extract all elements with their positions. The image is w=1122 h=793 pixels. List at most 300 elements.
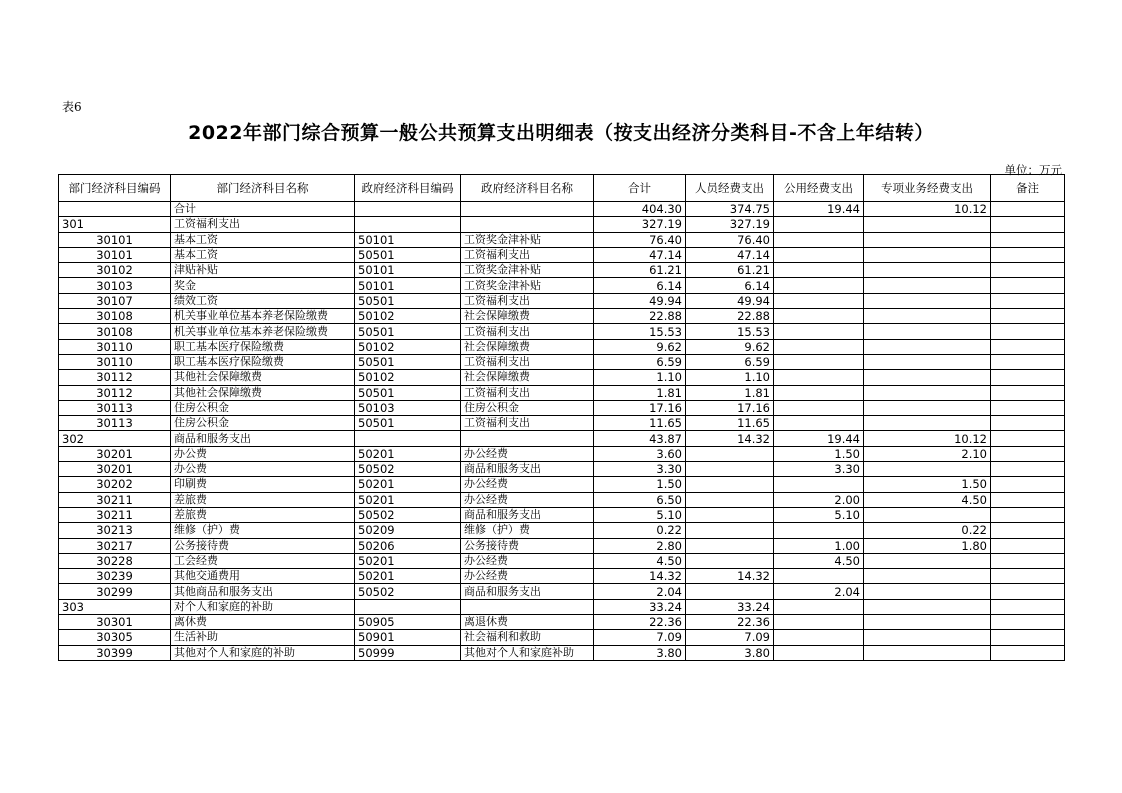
note-cell <box>991 247 1065 262</box>
public-cell: 19.44 <box>774 431 864 446</box>
table-body <box>59 202 1065 661</box>
dept-name-cell: 其他交通费用 <box>171 569 355 584</box>
note-cell <box>991 569 1065 584</box>
dept-name-cell: 办公费 <box>171 462 355 477</box>
gov-name-cell: 工资奖金津补贴 <box>461 232 594 247</box>
page-title: 2022年部门综合预算一般公共预算支出明细表（按支出经济分类科目-不含上年结转） <box>188 122 934 144</box>
gov-code-cell: 50206 <box>355 538 461 553</box>
gov-name-cell: 社会福利和救助 <box>461 630 594 645</box>
gov-name-cell: 离退休费 <box>461 615 594 630</box>
personnel-cell: 22.88 <box>686 309 774 324</box>
total-cell: 3.60 <box>594 446 686 461</box>
public-cell <box>774 354 864 369</box>
total-cell: 3.30 <box>594 462 686 477</box>
table-row <box>59 630 1065 645</box>
personnel-cell: 33.24 <box>686 599 774 614</box>
personnel-cell: 3.80 <box>686 645 774 660</box>
dept-code-cell: 30213 <box>59 523 171 538</box>
table-row <box>59 553 1065 568</box>
dept-name-cell: 基本工资 <box>171 232 355 247</box>
col-header-total: 合计 <box>594 175 686 202</box>
gov-name-cell: 办公经费 <box>461 492 594 507</box>
special-cell <box>864 569 991 584</box>
dept-name-cell: 机关事业单位基本养老保险缴费 <box>171 324 355 339</box>
personnel-cell: 61.21 <box>686 263 774 278</box>
dept-code-cell: 30102 <box>59 263 171 278</box>
note-cell <box>991 462 1065 477</box>
table-row <box>59 416 1065 431</box>
personnel-cell: 7.09 <box>686 630 774 645</box>
total-cell: 6.50 <box>594 492 686 507</box>
gov-name-cell: 办公经费 <box>461 446 594 461</box>
gov-name-cell: 工资奖金津补贴 <box>461 263 594 278</box>
gov-code-cell: 50901 <box>355 630 461 645</box>
public-cell <box>774 523 864 538</box>
note-cell <box>991 523 1065 538</box>
public-cell <box>774 293 864 308</box>
dept-name-cell: 办公费 <box>171 446 355 461</box>
gov-code-cell: 50101 <box>355 232 461 247</box>
gov-code-cell: 50201 <box>355 492 461 507</box>
total-cell: 1.81 <box>594 385 686 400</box>
gov-name-cell: 商品和服务支出 <box>461 584 594 599</box>
gov-code-cell: 50201 <box>355 553 461 568</box>
dept-code-cell: 30108 <box>59 309 171 324</box>
dept-name-cell: 公务接待费 <box>171 538 355 553</box>
total-cell: 1.50 <box>594 477 686 492</box>
special-cell <box>864 263 991 278</box>
note-cell <box>991 584 1065 599</box>
public-cell: 2.04 <box>774 584 864 599</box>
note-cell <box>991 263 1065 278</box>
public-cell <box>774 217 864 232</box>
personnel-cell <box>686 584 774 599</box>
special-cell <box>864 599 991 614</box>
gov-code-cell: 50101 <box>355 263 461 278</box>
note-cell <box>991 370 1065 385</box>
col-header-special: 专项业务经费支出 <box>864 175 991 202</box>
table-row <box>59 385 1065 400</box>
gov-name-cell <box>461 217 594 232</box>
dept-name-cell: 其他对个人和家庭的补助 <box>171 645 355 660</box>
dept-name-cell: 工会经费 <box>171 553 355 568</box>
note-cell <box>991 217 1065 232</box>
note-cell <box>991 202 1065 217</box>
sheet-label: 表6 <box>62 100 82 114</box>
table-row <box>59 232 1065 247</box>
gov-name-cell: 维修（护）费 <box>461 523 594 538</box>
special-cell <box>864 247 991 262</box>
table-row <box>59 324 1065 339</box>
personnel-cell <box>686 462 774 477</box>
gov-name-cell: 商品和服务支出 <box>461 462 594 477</box>
public-cell <box>774 370 864 385</box>
dept-code-cell: 30239 <box>59 569 171 584</box>
col-header-dept-code: 部门经济科目编码 <box>59 175 171 202</box>
public-cell <box>774 263 864 278</box>
note-cell <box>991 446 1065 461</box>
personnel-cell: 327.19 <box>686 217 774 232</box>
dept-name-cell: 奖金 <box>171 278 355 293</box>
gov-code-cell: 50102 <box>355 309 461 324</box>
table-row <box>59 645 1065 660</box>
col-header-note: 备注 <box>991 175 1065 202</box>
dept-name-cell: 机关事业单位基本养老保险缴费 <box>171 309 355 324</box>
note-cell <box>991 630 1065 645</box>
gov-code-cell: 50201 <box>355 446 461 461</box>
dept-code-cell: 30211 <box>59 507 171 522</box>
gov-code-cell: 50201 <box>355 569 461 584</box>
total-cell: 17.16 <box>594 400 686 415</box>
dept-name-cell: 工资福利支出 <box>171 217 355 232</box>
dept-code-cell: 30211 <box>59 492 171 507</box>
dept-code-cell: 30110 <box>59 354 171 369</box>
gov-code-cell: 50905 <box>355 615 461 630</box>
gov-name-cell: 工资福利支出 <box>461 354 594 369</box>
dept-code-cell: 30112 <box>59 385 171 400</box>
public-cell <box>774 247 864 262</box>
special-cell: 2.10 <box>864 446 991 461</box>
special-cell: 10.12 <box>864 431 991 446</box>
special-cell <box>864 232 991 247</box>
total-cell: 11.65 <box>594 416 686 431</box>
dept-name-cell: 住房公积金 <box>171 400 355 415</box>
total-cell: 1.10 <box>594 370 686 385</box>
special-cell: 1.80 <box>864 538 991 553</box>
personnel-cell: 9.62 <box>686 339 774 354</box>
table-row <box>59 599 1065 614</box>
table-header-row <box>59 175 1065 202</box>
gov-name-cell: 社会保障缴费 <box>461 370 594 385</box>
table-row <box>59 538 1065 553</box>
table-row <box>59 339 1065 354</box>
dept-code-cell: 30305 <box>59 630 171 645</box>
personnel-cell: 17.16 <box>686 400 774 415</box>
table-row <box>59 569 1065 584</box>
dept-name-cell: 维修（护）费 <box>171 523 355 538</box>
col-header-personnel: 人员经费支出 <box>686 175 774 202</box>
dept-name-cell: 基本工资 <box>171 247 355 262</box>
public-cell: 1.50 <box>774 446 864 461</box>
total-cell: 3.80 <box>594 645 686 660</box>
public-cell <box>774 599 864 614</box>
total-cell: 4.50 <box>594 553 686 568</box>
personnel-cell: 49.94 <box>686 293 774 308</box>
dept-code-cell: 30299 <box>59 584 171 599</box>
gov-code-cell: 50501 <box>355 354 461 369</box>
table-row <box>59 477 1065 492</box>
dept-name-cell: 职工基本医疗保险缴费 <box>171 354 355 369</box>
gov-code-cell: 50103 <box>355 400 461 415</box>
special-cell: 1.50 <box>864 477 991 492</box>
note-cell <box>991 293 1065 308</box>
table-row <box>59 370 1065 385</box>
dept-code-cell: 303 <box>59 599 171 614</box>
dept-name-cell: 其他商品和服务支出 <box>171 584 355 599</box>
gov-name-cell: 办公经费 <box>461 553 594 568</box>
dept-code-cell: 30103 <box>59 278 171 293</box>
special-cell <box>864 370 991 385</box>
gov-code-cell: 50999 <box>355 645 461 660</box>
dept-name-cell: 差旅费 <box>171 492 355 507</box>
personnel-cell: 47.14 <box>686 247 774 262</box>
personnel-cell <box>686 538 774 553</box>
table-row <box>59 523 1065 538</box>
dept-name-cell: 其他社会保障缴费 <box>171 385 355 400</box>
public-cell <box>774 324 864 339</box>
personnel-cell: 1.81 <box>686 385 774 400</box>
public-cell <box>774 232 864 247</box>
gov-name-cell: 办公经费 <box>461 569 594 584</box>
table-row <box>59 278 1065 293</box>
special-cell: 10.12 <box>864 202 991 217</box>
personnel-cell <box>686 477 774 492</box>
dept-code-cell: 30112 <box>59 370 171 385</box>
gov-name-cell: 办公经费 <box>461 477 594 492</box>
public-cell <box>774 645 864 660</box>
dept-code-cell: 30101 <box>59 232 171 247</box>
gov-code-cell: 50209 <box>355 523 461 538</box>
note-cell <box>991 615 1065 630</box>
gov-name-cell: 社会保障缴费 <box>461 309 594 324</box>
dept-code-cell: 30101 <box>59 247 171 262</box>
table-row <box>59 446 1065 461</box>
gov-code-cell <box>355 217 461 232</box>
table-row <box>59 431 1065 446</box>
dept-code-cell: 30399 <box>59 645 171 660</box>
col-header-public: 公用经费支出 <box>774 175 864 202</box>
gov-name-cell: 住房公积金 <box>461 400 594 415</box>
note-cell <box>991 645 1065 660</box>
special-cell <box>864 462 991 477</box>
public-cell <box>774 569 864 584</box>
dept-name-cell: 差旅费 <box>171 507 355 522</box>
gov-name-cell <box>461 599 594 614</box>
dept-code-cell: 30108 <box>59 324 171 339</box>
table-row <box>59 492 1065 507</box>
personnel-cell: 14.32 <box>686 431 774 446</box>
dept-name-cell: 合计 <box>171 202 355 217</box>
total-cell: 33.24 <box>594 599 686 614</box>
personnel-cell <box>686 523 774 538</box>
total-cell: 22.36 <box>594 615 686 630</box>
total-cell: 43.87 <box>594 431 686 446</box>
total-cell: 5.10 <box>594 507 686 522</box>
gov-code-cell <box>355 202 461 217</box>
gov-code-cell: 50501 <box>355 416 461 431</box>
gov-name-cell: 工资福利支出 <box>461 247 594 262</box>
personnel-cell <box>686 492 774 507</box>
gov-code-cell: 50501 <box>355 385 461 400</box>
gov-name-cell: 工资福利支出 <box>461 324 594 339</box>
gov-code-cell: 50102 <box>355 339 461 354</box>
public-cell <box>774 385 864 400</box>
table-row <box>59 507 1065 522</box>
gov-code-cell: 50201 <box>355 477 461 492</box>
personnel-cell: 6.14 <box>686 278 774 293</box>
gov-code-cell: 50502 <box>355 462 461 477</box>
special-cell <box>864 400 991 415</box>
public-cell: 19.44 <box>774 202 864 217</box>
personnel-cell <box>686 553 774 568</box>
total-cell: 47.14 <box>594 247 686 262</box>
dept-code-cell: 30113 <box>59 416 171 431</box>
col-header-dept-name: 部门经济科目名称 <box>171 175 355 202</box>
dept-code-cell: 302 <box>59 431 171 446</box>
note-cell <box>991 553 1065 568</box>
table-row <box>59 584 1065 599</box>
gov-code-cell: 50102 <box>355 370 461 385</box>
note-cell <box>991 232 1065 247</box>
note-cell <box>991 492 1065 507</box>
public-cell <box>774 630 864 645</box>
special-cell <box>864 553 991 568</box>
special-cell <box>864 584 991 599</box>
gov-name-cell: 商品和服务支出 <box>461 507 594 522</box>
gov-name-cell: 工资福利支出 <box>461 416 594 431</box>
dept-name-cell: 商品和服务支出 <box>171 431 355 446</box>
special-cell <box>864 630 991 645</box>
gov-code-cell: 50501 <box>355 247 461 262</box>
special-cell <box>864 507 991 522</box>
total-cell: 22.88 <box>594 309 686 324</box>
dept-code-cell: 301 <box>59 217 171 232</box>
dept-name-cell: 住房公积金 <box>171 416 355 431</box>
dept-name-cell: 其他社会保障缴费 <box>171 370 355 385</box>
total-cell: 49.94 <box>594 293 686 308</box>
table-row <box>59 293 1065 308</box>
total-cell: 76.40 <box>594 232 686 247</box>
total-cell: 15.53 <box>594 324 686 339</box>
note-cell <box>991 309 1065 324</box>
note-cell <box>991 324 1065 339</box>
dept-code-cell: 30201 <box>59 462 171 477</box>
total-cell: 14.32 <box>594 569 686 584</box>
public-cell <box>774 416 864 431</box>
total-cell: 2.80 <box>594 538 686 553</box>
gov-name-cell: 公务接待费 <box>461 538 594 553</box>
special-cell: 4.50 <box>864 492 991 507</box>
dept-name-cell: 印刷费 <box>171 477 355 492</box>
total-cell: 6.14 <box>594 278 686 293</box>
col-header-gov-code: 政府经济科目编码 <box>355 175 461 202</box>
gov-name-cell: 其他对个人和家庭补助 <box>461 645 594 660</box>
public-cell: 1.00 <box>774 538 864 553</box>
public-cell: 3.30 <box>774 462 864 477</box>
note-cell <box>991 416 1065 431</box>
total-cell: 6.59 <box>594 354 686 369</box>
public-cell: 2.00 <box>774 492 864 507</box>
gov-name-cell: 工资福利支出 <box>461 293 594 308</box>
personnel-cell: 6.59 <box>686 354 774 369</box>
gov-code-cell: 50502 <box>355 584 461 599</box>
dept-code-cell: 30217 <box>59 538 171 553</box>
special-cell <box>864 615 991 630</box>
gov-code-cell: 50502 <box>355 507 461 522</box>
gov-code-cell: 50501 <box>355 324 461 339</box>
public-cell <box>774 400 864 415</box>
personnel-cell <box>686 446 774 461</box>
gov-name-cell: 工资福利支出 <box>461 385 594 400</box>
table-row <box>59 247 1065 262</box>
dept-code-cell: 30107 <box>59 293 171 308</box>
dept-code-cell: 30202 <box>59 477 171 492</box>
total-cell: 404.30 <box>594 202 686 217</box>
note-cell <box>991 431 1065 446</box>
note-cell <box>991 477 1065 492</box>
note-cell <box>991 538 1065 553</box>
note-cell <box>991 385 1065 400</box>
dept-name-cell: 对个人和家庭的补助 <box>171 599 355 614</box>
public-cell: 5.10 <box>774 507 864 522</box>
dept-code-cell: 30301 <box>59 615 171 630</box>
note-cell <box>991 599 1065 614</box>
personnel-cell: 22.36 <box>686 615 774 630</box>
note-cell <box>991 354 1065 369</box>
total-cell: 9.62 <box>594 339 686 354</box>
public-cell: 4.50 <box>774 553 864 568</box>
special-cell <box>864 324 991 339</box>
gov-name-cell: 工资奖金津补贴 <box>461 278 594 293</box>
public-cell <box>774 615 864 630</box>
table-row <box>59 462 1065 477</box>
table-row <box>59 263 1065 278</box>
personnel-cell: 15.53 <box>686 324 774 339</box>
note-cell <box>991 339 1065 354</box>
gov-code-cell: 50101 <box>355 278 461 293</box>
public-cell <box>774 278 864 293</box>
gov-name-cell <box>461 431 594 446</box>
public-cell <box>774 339 864 354</box>
personnel-cell: 374.75 <box>686 202 774 217</box>
special-cell: 0.22 <box>864 523 991 538</box>
table-row <box>59 354 1065 369</box>
dept-name-cell: 离休费 <box>171 615 355 630</box>
table-row <box>59 309 1065 324</box>
note-cell <box>991 278 1065 293</box>
table-row <box>59 400 1065 415</box>
special-cell <box>864 278 991 293</box>
special-cell <box>864 385 991 400</box>
unit-label: 单位：万元 <box>1004 163 1062 177</box>
personnel-cell: 1.10 <box>686 370 774 385</box>
dept-name-cell: 生活补助 <box>171 630 355 645</box>
dept-code-cell <box>59 202 171 217</box>
total-cell: 0.22 <box>594 523 686 538</box>
dept-name-cell: 绩效工资 <box>171 293 355 308</box>
total-cell: 327.19 <box>594 217 686 232</box>
special-cell <box>864 217 991 232</box>
gov-code-cell <box>355 431 461 446</box>
total-cell: 61.21 <box>594 263 686 278</box>
table-row <box>59 217 1065 232</box>
special-cell <box>864 645 991 660</box>
col-header-gov-name: 政府经济科目名称 <box>461 175 594 202</box>
special-cell <box>864 354 991 369</box>
table-row <box>59 615 1065 630</box>
table-row <box>59 202 1065 217</box>
personnel-cell: 11.65 <box>686 416 774 431</box>
gov-name-cell: 社会保障缴费 <box>461 339 594 354</box>
gov-code-cell: 50501 <box>355 293 461 308</box>
note-cell <box>991 507 1065 522</box>
public-cell <box>774 309 864 324</box>
special-cell <box>864 293 991 308</box>
special-cell <box>864 309 991 324</box>
budget-table <box>58 174 1065 661</box>
dept-code-cell: 30201 <box>59 446 171 461</box>
personnel-cell <box>686 507 774 522</box>
